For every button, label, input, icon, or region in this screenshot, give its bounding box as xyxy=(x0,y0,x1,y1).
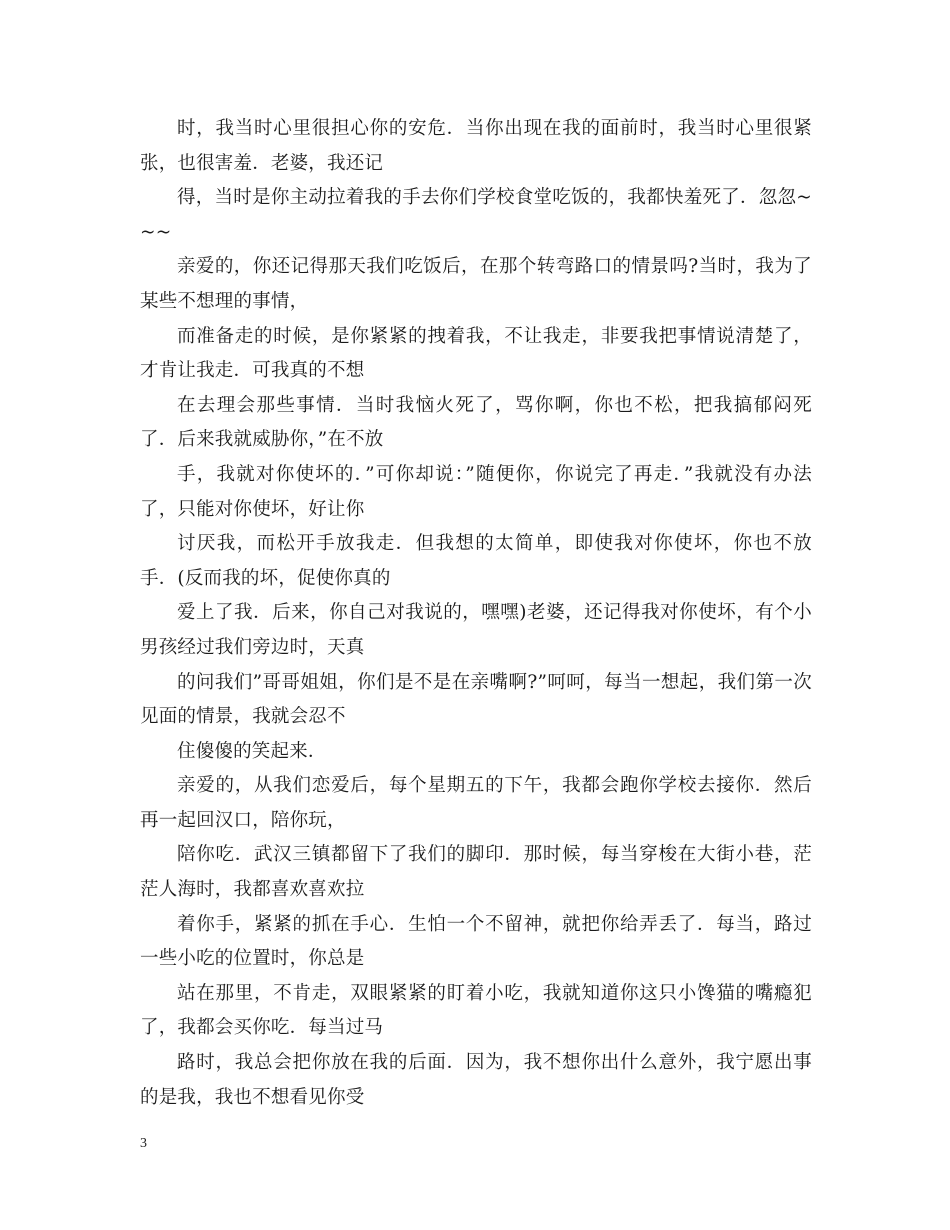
paragraph: 着你手，紧紧的抓在手心．生怕一个不留神，就把你给弄丢了．每当，路过一些小吃的位置时，你总是 xyxy=(140,913,812,970)
paragraph: 的问我们”哥哥姐姐，你们是不是在亲嘴啊?”呵呵，每当一想起，我们第一次见面的情景，我就会忍不 xyxy=(140,671,812,728)
paragraph: 而准备走的时候，是你紧紧的拽着我，不让我走，非要我把事情说清楚了，才肯让我走．可我真的不想 xyxy=(140,325,812,382)
paragraph: 手，我就对你使坏的．”可你却说：”随便你，你说完了再走．”我就没有办法了，只能对你使坏，好让你 xyxy=(140,463,812,520)
paragraph: 路时，我总会把你放在我的后面．因为，我不想你出什么意外，我宁愿出事的是我，我也不想看见你受 xyxy=(140,1052,812,1108)
paragraph: 亲爱的，你还记得那天我们吃饭后，在那个转弯路口的情景吗?当时，我为了某些不想理的事情， xyxy=(140,256,812,312)
paragraph: 讨厌我，而松开手放我走．但我想的太简单，即使我对你使坏，你也不放手．(反而我的坏，促使你真的 xyxy=(140,533,812,589)
document-body xyxy=(140,112,812,1115)
paragraph: 站在那里，不肯走，双眼紧紧的盯着小吃，我就知道你这只小馋猫的嘴瘾犯了，我都会买你吃．每当过马 xyxy=(140,982,812,1039)
paragraph: 住傻傻的笑起来． xyxy=(177,740,327,762)
paragraph: 陪你吃．武汉三镇都留下了我们的脚印．那时候，每当穿梭在大街小巷，茫茫人海时，我都喜欢喜欢拉 xyxy=(140,844,812,901)
paragraph: 在去理会那些事情．当时我恼火死了，骂你啊，你也不松，把我搞郁闷死了．后来我就威胁你，”在不放 xyxy=(140,394,812,451)
page-number: 3 xyxy=(140,1136,147,1151)
paragraph: 得，当时是你主动拉着我的手去你们学校食堂吃饭的，我都快羞死了．忽忽~~~ xyxy=(140,187,812,243)
paragraph: 亲爱的，从我们恋爱后，每个星期五的下午，我都会跑你学校去接你．然后再一起回汉口，陪你玩， xyxy=(140,775,812,831)
paragraph: 时，我当时心里很担心你的安危．当你出现在我的面前时，我当时心里很紧张，也很害羞．老婆，我还记 xyxy=(140,118,812,174)
paragraph: 爱上了我．后来，你自己对我说的，嘿嘿)老婆，还记得我对你使坏，有个小男孩经过我们旁边时，天真 xyxy=(140,602,812,658)
